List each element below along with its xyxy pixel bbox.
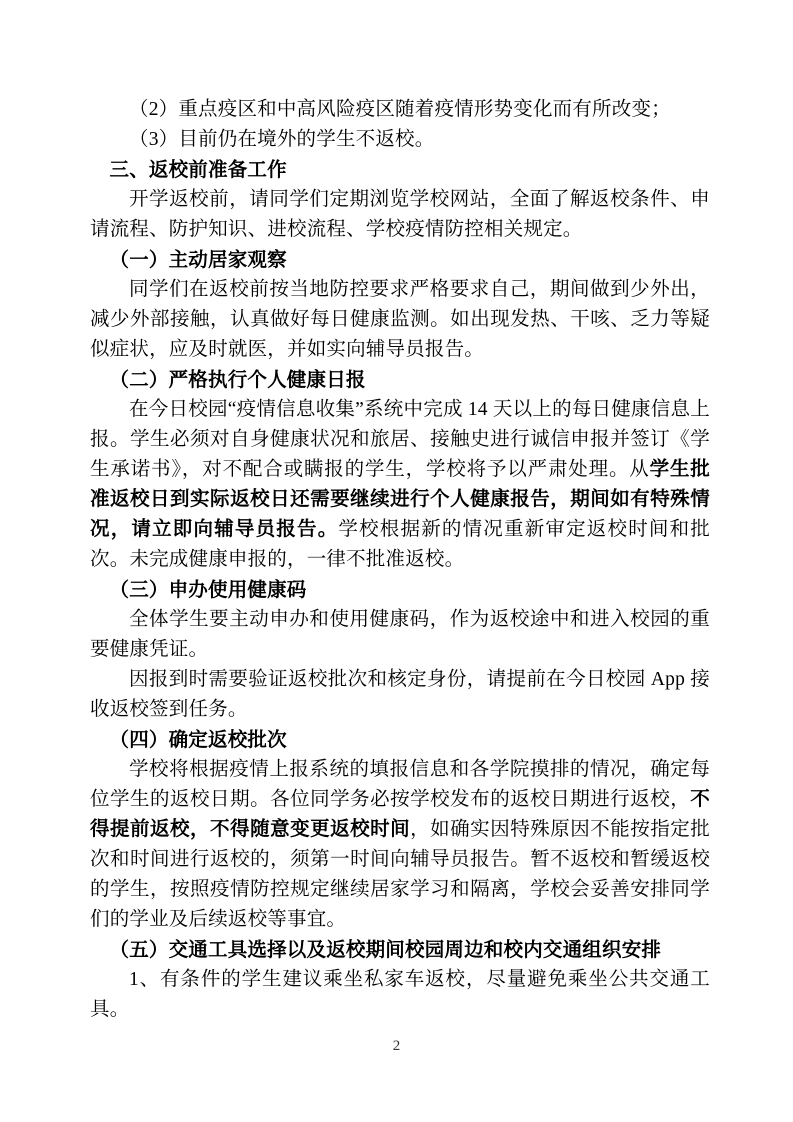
paragraph-daily-health-report: [90, 395, 710, 575]
heading-subsection-4: [90, 725, 710, 755]
paragraph-health-code: [90, 605, 710, 665]
text-run: （二）严格执行个人健康日报: [109, 369, 366, 391]
page-number: 2: [392, 1038, 401, 1054]
text-run: （四）确定返校批次: [109, 729, 287, 751]
text-run: 因报到时需要验证返校批次和核定身份，请提前在今日校园 App 接收返校签到任务。: [90, 669, 710, 720]
text-run: （五）交通工具选择以及返校期间校园周边和校内交通组织安排: [109, 939, 662, 961]
text-run: 不得提前返校，不得随意变更返校时间: [90, 789, 710, 840]
text-run: 全体学生要主动申办和使用健康码，作为返校途中和进入校园的重要健康凭证。: [90, 609, 710, 660]
text-run: 三、返校前准备工作: [109, 159, 287, 181]
paragraph-app-checkin: [90, 665, 710, 725]
text-run: 学校根据新的情况重新审定返校时间和批次。未完成健康申报的，一律不批准返校。: [90, 519, 710, 570]
text-run: 学生批准返校日到实际返校日还需要继续进行个人健康报告，期间如有特殊情况，请立即向辅导员报告。: [90, 459, 710, 540]
text-run: 同学们在返校前按当地防控要求严格要求自己，期间做到少外出，减少外部接触，认真做好每日健康监测。如出现发热、干咳、乏力等疑似症状，应及时就医，并如实向辅导员报告。: [90, 279, 710, 360]
text-run: （一）主动居家观察: [109, 249, 287, 271]
text-run: 1、有条件的学生建议乘坐私家车返校，尽量避免乘坐公共交通工具。: [90, 969, 710, 1020]
paragraph-transportation: [90, 965, 710, 1025]
text-run: （三）申办使用健康码: [109, 579, 307, 601]
text-run: （3）目前仍在境外的学生不返校。: [129, 129, 435, 150]
heading-subsection-2: [90, 365, 710, 395]
heading-section-3: [90, 155, 710, 185]
heading-subsection-3: [90, 575, 710, 605]
text-run: ，如确实因特殊原因不能按指定批次和时间进行返校的，须第一时间向辅导员报告。暂不返校和暂缓返校的学生，按照疫情防控规定继续居家学习和隔离，学校会妥善安排同学们的学业及后续返校等事宜。: [90, 819, 710, 930]
text-run: 开学返校前，请同学们定期浏览学校网站，全面了解返校条件、申请流程、防护知识、进校流程、学校疫情防控相关规定。: [90, 189, 710, 240]
list-item-3: [90, 125, 710, 155]
list-item-2: [90, 95, 710, 125]
text-run: 学校将根据疫情上报系统的填报信息和各学院摸排的情况，确定每位学生的返校日期。各位同学务必按学校发布的返校日期进行返校，: [90, 759, 710, 810]
paragraph-home-observation: [90, 275, 710, 365]
heading-subsection-5: [90, 935, 710, 965]
heading-subsection-1: [90, 245, 710, 275]
text-run: （2）重点疫区和中高风险疫区随着疫情形势变化而有所改变；: [129, 99, 671, 120]
document-body: [90, 95, 710, 1025]
text-run: 在今日校园“疫情信息收集”系统中完成 14 天以上的每日健康信息上报。学生必须对自身健康状况和旅居、接触史进行诚信申报并签订《学生承诺书》，对不配合或瞒报的学生，学校将予以严肃处理。从: [90, 399, 710, 480]
paragraph-return-batch: [90, 755, 710, 935]
paragraph-intro: [90, 185, 710, 245]
